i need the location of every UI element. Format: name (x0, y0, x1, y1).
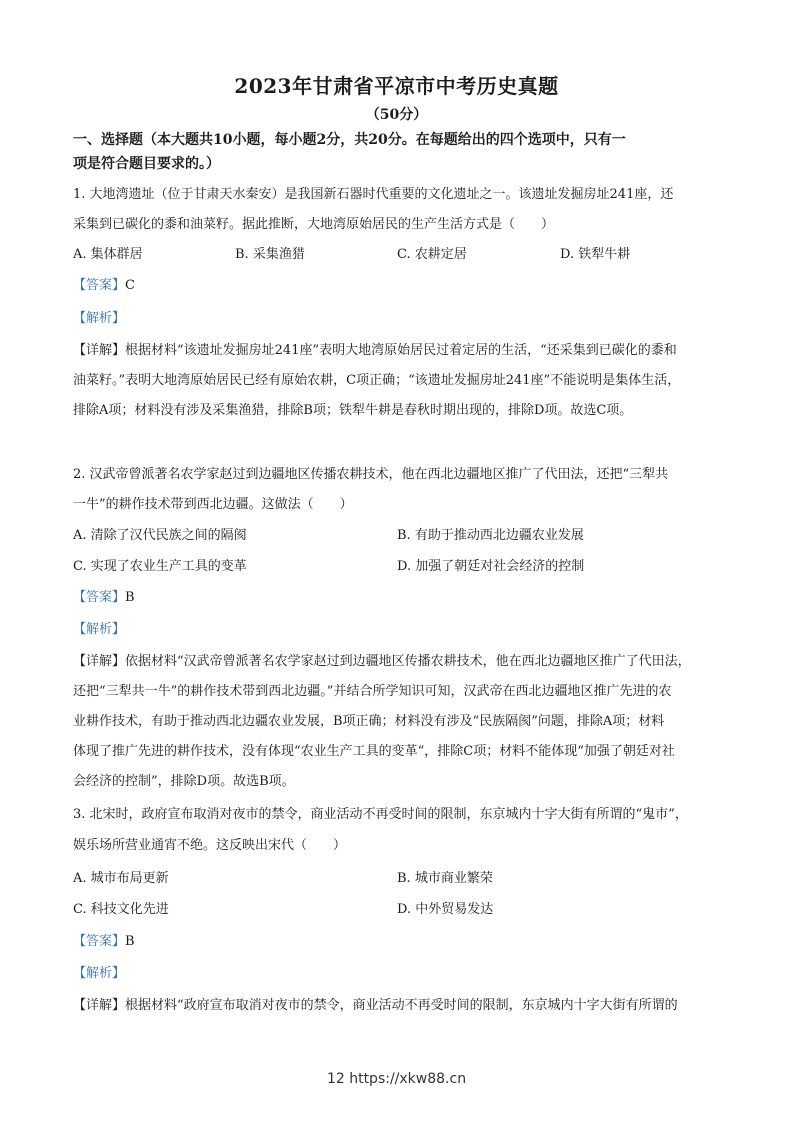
q2-detail-text-1: 依据材料“汉武帝曾派著名农学家赵过到边疆地区传播农耕技术，他在西北边疆地区推广了代田法， (125, 654, 691, 669)
page-title: 2023年甘肃省平凉市中考历史真题 (234, 74, 559, 98)
q2-option-b: B. 有助于推动西北边疆农业发展 (397, 528, 584, 543)
q1-option-d: D. 铁犁牛耕 (560, 247, 631, 262)
q3-answer-value: B (125, 934, 135, 949)
q1-stem-line-1: 1. 大地湾遗址（位于甘肃天水秦安）是我国新石器时代重要的文化遗址之一。该遗址发掘房址241座，还 (73, 187, 674, 202)
q2-detail-line-1 (73, 653, 723, 671)
analysis-tag: 【解析】 (73, 622, 126, 637)
q1-answer (73, 277, 723, 295)
q2-detail-line-2: 还把“三犁共一牛”的耕作技术带到西北边疆。”并结合所学知识可知，汉武帝在西北边疆地区推广先进的农 (73, 684, 672, 699)
detail-tag: 【详解】 (73, 343, 126, 358)
q3-stem-line-1: 3. 北宋时，政府宣布取消对夜市的禁令，商业活动不再受时间的限制，东京城内十字大街有所谓的“鬼市”， (73, 807, 688, 822)
q2-answer-value: B (125, 590, 135, 605)
q2-detail-line-3: 业耕作技术，有助于推动西北边疆农业发展，B项正确；材料没有涉及“民族隔阂”问题，排除A项；材料 (73, 714, 665, 729)
q1-analysis (73, 310, 723, 328)
q3-answer (73, 933, 723, 951)
q2-detail-line-5: 会经济的控制”，排除D项。故选B项。 (73, 774, 295, 789)
q1-option-a: A. 集体群居 (73, 247, 143, 262)
page-subtitle: （50分） (365, 107, 428, 123)
q3-detail-line-1 (73, 997, 723, 1015)
q3-option-b: B. 城市商业繁荣 (397, 871, 493, 886)
answer-tag: 【答案】 (73, 590, 126, 605)
q2-detail-line-4: 体现了推广先进的耕作技术，没有体现“农业生产工具的变革“，排除C项；材料不能体现“加强了朝廷对社 (73, 744, 675, 759)
q3-option-a: A. 城市布局更新 (73, 871, 169, 886)
analysis-tag: 【解析】 (73, 311, 126, 326)
q2-option-c: C. 实现了农业生产工具的变革 (73, 559, 247, 574)
q1-answer-value: C (125, 278, 135, 293)
page-footer: 12 https://xkw88.cn (326, 1071, 467, 1087)
q3-detail-text-1: 根据材料“政府宣布取消对夜市的禁令，商业活动不再受时间的限制，东京城内十字大街有所谓的 (125, 998, 678, 1013)
detail-tag: 【详解】 (73, 998, 126, 1013)
q2-stem-line-2: 一牛”的耕作技术带到西北边疆。这做法（ ） (73, 497, 353, 512)
q1-option-c: C. 农耕定居 (397, 247, 467, 262)
q3-option-c: C. 科技文化先进 (73, 902, 169, 917)
q3-stem-line-2: 娱乐场所营业通宵不绝。这反映出宋代（ ） (73, 838, 347, 853)
section-heading-line-1: 一、选择题（本大题共10小题，每小题2分，共20分。在每题给出的四个选项中，只有一 (73, 132, 626, 148)
q3-analysis (73, 965, 723, 983)
answer-tag: 【答案】 (73, 934, 126, 949)
q1-stem-line-2: 采集到已碳化的黍和油菜籽。据此推断，大地湾原始居民的生产生活方式是（ ） (73, 217, 555, 232)
q2-option-d: D. 加强了朝廷对社会经济的控制 (397, 559, 585, 574)
q2-stem-line-1: 2. 汉武帝曾派著名农学家赵过到边疆地区传播农耕技术，他在西北边疆地区推广了代田法，还把“三犁共 (73, 467, 669, 482)
q2-analysis (73, 621, 723, 639)
answer-tag: 【答案】 (73, 278, 126, 293)
q2-answer (73, 589, 723, 607)
q2-option-a: A. 清除了汉代民族之间的隔阂 (73, 528, 247, 543)
q1-detail-line-3: 排除A项；材料没有涉及采集渔猎，排除B项；铁犁牛耕是春秋时期出现的，排除D项。故选C项。 (73, 403, 633, 418)
section-heading-line-2: 项是符合题目要求的。） (73, 156, 220, 172)
analysis-tag: 【解析】 (73, 966, 126, 981)
q1-detail-line-2: 油菜籽。”表明大地湾原始居民已经有原始农耕，C项正确；“该遗址发掘房址241座”不能说明是集体生活， (73, 373, 681, 388)
q3-option-d: D. 中外贸易发达 (397, 902, 494, 917)
q1-detail-text-1: 根据材料“该遗址发掘房址241座”表明大地湾原始居民过着定居的生活，“还采集到已碳化的黍和 (125, 343, 677, 358)
detail-tag: 【详解】 (73, 654, 126, 669)
q1-detail-line-1 (73, 342, 723, 360)
q1-option-b: B. 采集渔猎 (235, 247, 305, 262)
